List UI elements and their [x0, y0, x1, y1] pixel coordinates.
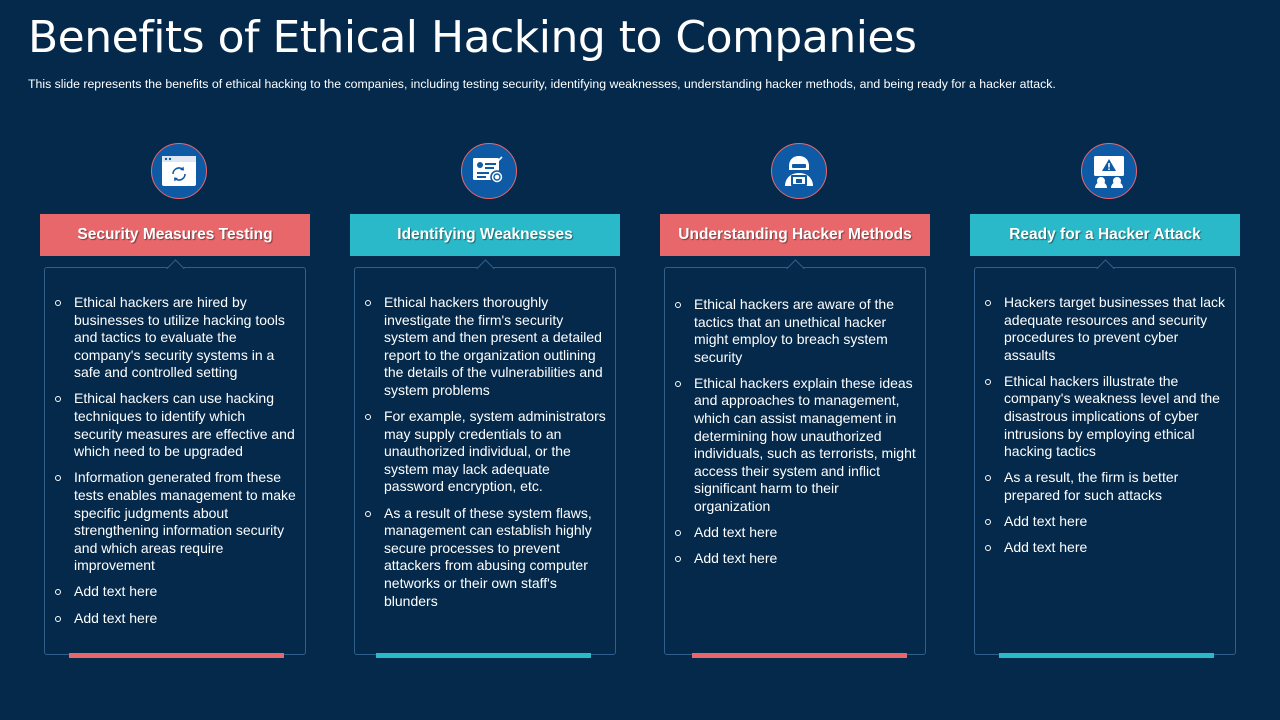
list-item: Ethical hackers thoroughly investigate the firm's security system and then present a detailed report to the organization outlining the details of the vulnerabilities and system problems: [363, 294, 607, 400]
list-item: Hackers target businesses that lack adequate resources and security procedures to prevent cyber assaults: [983, 294, 1227, 364]
list-item: Add text here: [673, 550, 917, 568]
list-item: Information generated from these tests enables management to make specific judgments about strengthening information security and which areas require improvement: [53, 469, 297, 575]
list-item: As a result, the firm is better prepared for such attacks: [983, 469, 1227, 504]
list-item: As a result of these system flaws, management can establish highly secure processes to prevent attackers from abusing computer networks or their own staff's blunders: [363, 505, 607, 611]
page-title: Benefits of Ethical Hacking to Companies: [28, 12, 917, 63]
list-item: Add text here: [673, 524, 917, 542]
browser-refresh-icon: [151, 143, 207, 199]
accent-bar: [69, 653, 284, 658]
benefit-column-hacker-attack: [970, 0, 1240, 720]
list-item: Add text here: [53, 610, 297, 628]
heading-identifying-weaknesses: Identifying Weaknesses: [350, 214, 620, 256]
hacker-icon: [771, 143, 827, 199]
list-item: Ethical hackers are aware of the tactics that an unethical hacker might employ to breach system security: [673, 296, 917, 366]
heading-ready-for-hacker-attack: Ready for a Hacker Attack: [970, 214, 1240, 256]
benefit-card: [354, 267, 616, 655]
benefit-column-hacker-methods: [660, 0, 930, 720]
benefit-column-identifying-weaknesses: [350, 0, 620, 720]
list-item: Ethical hackers explain these ideas and approaches to management, which can assist management in determining how unauthorized individuals, such as terrorists, might access their system and inflict significant harm to their organization: [673, 375, 917, 516]
benefit-card: [974, 267, 1236, 655]
benefit-card: [44, 267, 306, 655]
benefit-column-security-testing: [40, 0, 310, 720]
accent-bar: [999, 653, 1214, 658]
accent-bar: [692, 653, 907, 658]
warning-screen-icon: [1081, 143, 1137, 199]
list-item: Add text here: [53, 583, 297, 601]
certificate-search-icon: [461, 143, 517, 199]
benefit-card: [664, 267, 926, 655]
list-item: For example, system administrators may supply credentials to an unauthorized individual, or the system may lack adequate password encryption, etc.: [363, 408, 607, 496]
list-item: Add text here: [983, 513, 1227, 531]
page-subtitle: This slide represents the benefits of ethical hacking to the companies, including testing security, identifying weaknesses, understanding hacker methods, and being ready for a hacker attack.: [28, 77, 1056, 91]
list-item: Ethical hackers are hired by businesses to utilize hacking tools and tactics to evaluate the company's security systems in a safe and controlled setting: [53, 294, 297, 382]
list-item: Add text here: [983, 539, 1227, 557]
heading-security-measures-testing: Security Measures Testing: [40, 214, 310, 256]
list-item: Ethical hackers can use hacking techniques to identify which security measures are effective and which need to be upgraded: [53, 390, 297, 460]
heading-understanding-hacker-methods: Understanding Hacker Methods: [660, 214, 930, 256]
accent-bar: [376, 653, 591, 658]
list-item: Ethical hackers illustrate the company's weakness level and the disastrous implications of cyber intrusions by employing ethical hacking tactics: [983, 373, 1227, 461]
